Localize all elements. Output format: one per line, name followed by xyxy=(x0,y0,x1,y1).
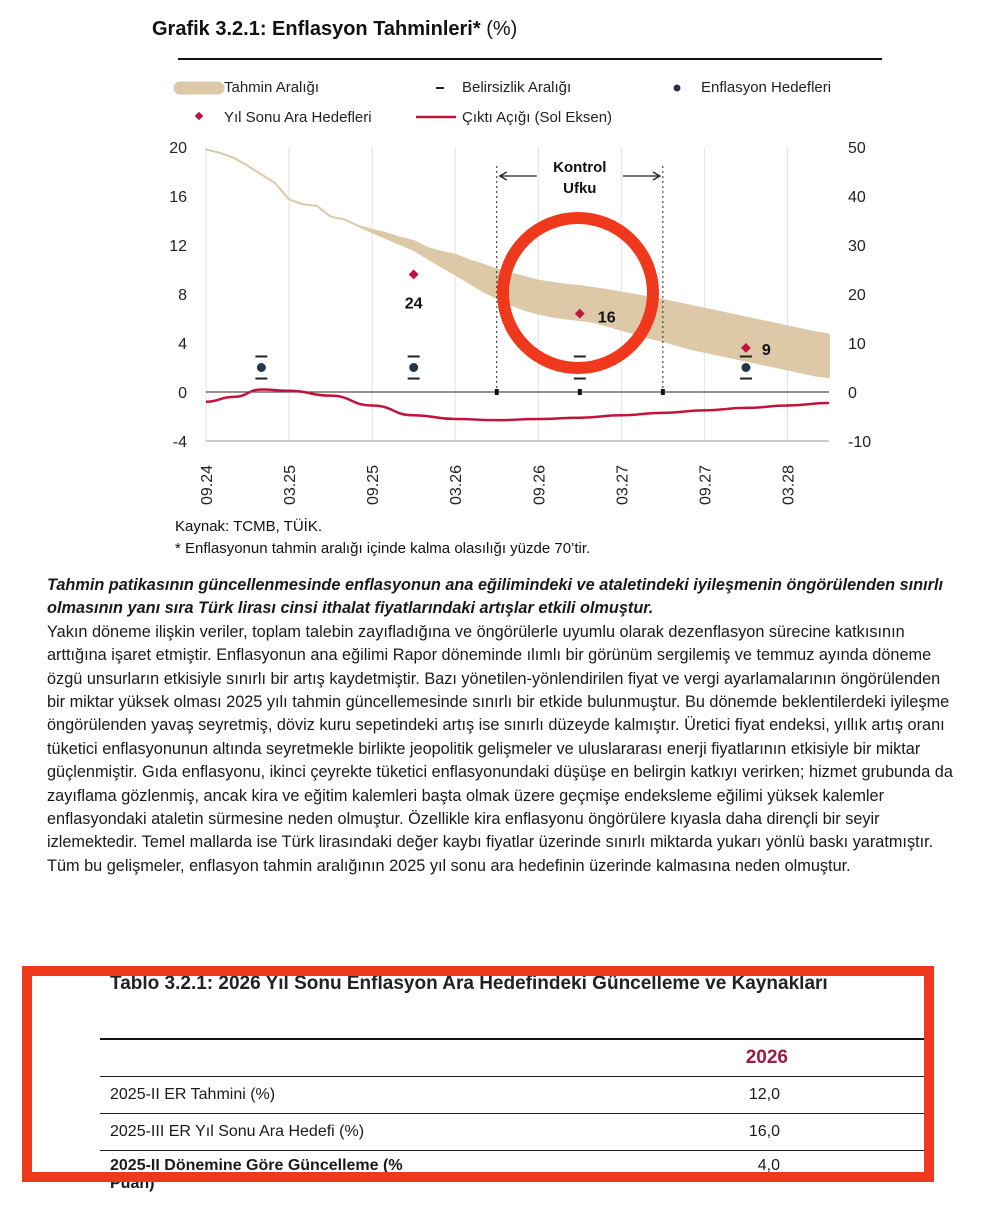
table-row-value: 16,0 xyxy=(460,1114,930,1151)
legend-label-uncertainty: Belirsizlik Aralığı xyxy=(462,79,571,96)
left-axis-tick-label: 16 xyxy=(169,189,187,206)
table-row-value: 12,0 xyxy=(460,1077,930,1114)
left-axis-tick-label: 20 xyxy=(169,140,187,157)
paragraph-lead: Tahmin patikasının güncellenmesinde enflasyonun ana eğilimindeki ve ataletindeki iyileşmenin öngörülenden sınırlı olmasının yanı sıra Türk lirası cinsi ithalat fiyatlarındaki artışlar etkili olmuştur. xyxy=(47,576,943,617)
right-axis-tick-label: 10 xyxy=(848,336,866,353)
table-row-label: 2025-II Dönemine Göre Güncelleme (% Puan) xyxy=(100,1151,460,1207)
inflation-target-point xyxy=(257,363,266,372)
left-axis-tick-label: -4 xyxy=(173,434,187,451)
left-axis-tick-label: 8 xyxy=(178,287,187,304)
right-axis-tick-label: 0 xyxy=(848,385,857,402)
legend-swatch-interim xyxy=(195,112,203,120)
interim-target-label: 9 xyxy=(762,342,771,359)
control-horizon-tick xyxy=(578,389,582,395)
table-row-label: 2025-III ER Yıl Sonu Ara Hedefi (%) xyxy=(100,1114,460,1151)
legend-label-band: Tahmin Aralığı xyxy=(224,79,319,96)
x-axis-tick-label: 09.24 xyxy=(199,465,216,505)
chart-footnote: * Enflasyonun tahmin aralığı içinde kalma olasılığı yüzde 70’tir. xyxy=(175,538,590,560)
inflation-target-point xyxy=(409,363,418,372)
left-axis-tick-label: 4 xyxy=(178,336,187,353)
table-row xyxy=(100,1077,930,1114)
table-title: Tablo 3.2.1: 2026 Yıl Sonu Enflasyon Ara Hedefindeki Güncelleme ve Kaynakları xyxy=(110,970,850,998)
chart-title-unit: (%) xyxy=(486,18,517,40)
table-row-label: 2025-II ER Tahmini (%) xyxy=(100,1077,460,1114)
analysis-paragraph xyxy=(47,574,962,878)
left-axis-tick-label: 0 xyxy=(178,385,187,402)
paragraph-body: Yakın döneme ilişkin veriler, toplam talebin zayıfladığına ve öngörülerle uyumlu olarak dezenflasyon sürecine katkısının arttığına işaret etmiştir. Enflasyonun ana eğilimi Rapor döneminde ılımlı bir görünüm sergilemiş ve temmuz ayında döneme özgü unsurların etkisiyle sınırlı bir artış kaydetmiştir. Bazı yönetilen-yönlendirilen fiyat ve vergi ayarlamalarının öngörülenden bir miktar yüksek olması 2025 yılı tahmin güncellemesinde sınırlı bir etkide bulunmuştur. Bu dönemde beklentilerdeki iyileşme öngörülenden yavaş seyretmiş, döviz kuru sepetindeki artış ise sınırlı düzeyde kalmıştır. Üretici fiyat endeksi, yıllık artış oranı tüketici enflasyonunun altında seyretmekle birlikte jeopolitik gelişmeler ve uluslararası enerji fiyatlarının etkisiyle bir miktar güçlenmiştir. Gıda enflasyonu, ikinci çeyrekte tüketici enflasyonundaki düşüşe en belirgin katkıyı verirken; hizmet grubunda da zayıflama gözlenmiş, ancak kira ve eğitim kalemleri başta olmak üzere geçmişe endeksleme eğilimi yüksek kalemler enflasyondaki ataletin sürmesine neden olmuştur. Özellikle kira enflasyonu öngörülere kıyasla daha dirençli bir seyir izlemektedir. Temel mallarda ise Türk lirasındaki değer kaybı fiyatlar üzerinde sınırlı miktarda yukarı yönlü baskı yaratmıştır. Tüm bu gelişmeler, enflasyon tahmin aralığının 2025 yıl sonu ara hedefinin üzerinde kalmasına neden olmuştur. xyxy=(47,623,953,875)
right-axis-tick-label: -10 xyxy=(848,434,871,451)
control-horizon-tick xyxy=(495,389,499,395)
chart-title-text: Grafik 3.2.1: Enflasyon Tahminleri* xyxy=(152,18,481,40)
x-axis-tick-label: 09.26 xyxy=(531,465,548,505)
control-horizon-label-1: Kontrol xyxy=(553,159,606,176)
right-axis-tick-label: 30 xyxy=(848,238,866,255)
left-axis-tick-label: 12 xyxy=(169,238,187,255)
chart-source: Kaynak: TCMB, TÜİK. xyxy=(175,516,590,538)
x-axis-tick-label: 03.27 xyxy=(614,465,631,505)
x-axis-tick-label: 03.25 xyxy=(282,465,299,505)
legend-swatch-target xyxy=(674,85,681,92)
table-header-year: 2026 xyxy=(460,1039,930,1077)
table-row xyxy=(100,1151,930,1207)
right-axis-tick-label: 50 xyxy=(848,140,866,157)
x-axis-tick-label: 09.27 xyxy=(697,465,714,505)
x-axis-tick-label: 03.26 xyxy=(448,465,465,505)
control-horizon-tick xyxy=(661,389,665,395)
table-row-value: 4,0 xyxy=(460,1151,930,1207)
x-axis-tick-label: 09.25 xyxy=(365,465,382,505)
legend-label-target: Enflasyon Hedefleri xyxy=(701,79,831,96)
legend-label-interim: Yıl Sonu Ara Hedefleri xyxy=(224,109,372,126)
x-axis-tick-label: 03.28 xyxy=(780,465,797,505)
control-horizon-arrow-right xyxy=(623,172,660,180)
legend-label-gap: Çıktı Açığı (Sol Eksen) xyxy=(462,109,612,126)
control-horizon-label-2: Ufku xyxy=(563,180,596,197)
table-header-row xyxy=(100,1039,930,1077)
right-axis-tick-label: 40 xyxy=(848,189,866,206)
interim-target-label: 24 xyxy=(405,295,423,312)
chart-source-notes xyxy=(175,516,590,560)
table-row xyxy=(100,1114,930,1151)
interim-target-point xyxy=(409,269,419,279)
control-horizon-arrow-left xyxy=(500,172,537,180)
right-axis-tick-label: 20 xyxy=(848,287,866,304)
inflation-forecast-chart xyxy=(0,0,996,515)
interim-target-table xyxy=(100,1038,930,1207)
interim-target-label: 16 xyxy=(598,310,616,327)
output-gap-line xyxy=(206,390,829,421)
inflation-target-point xyxy=(741,363,750,372)
